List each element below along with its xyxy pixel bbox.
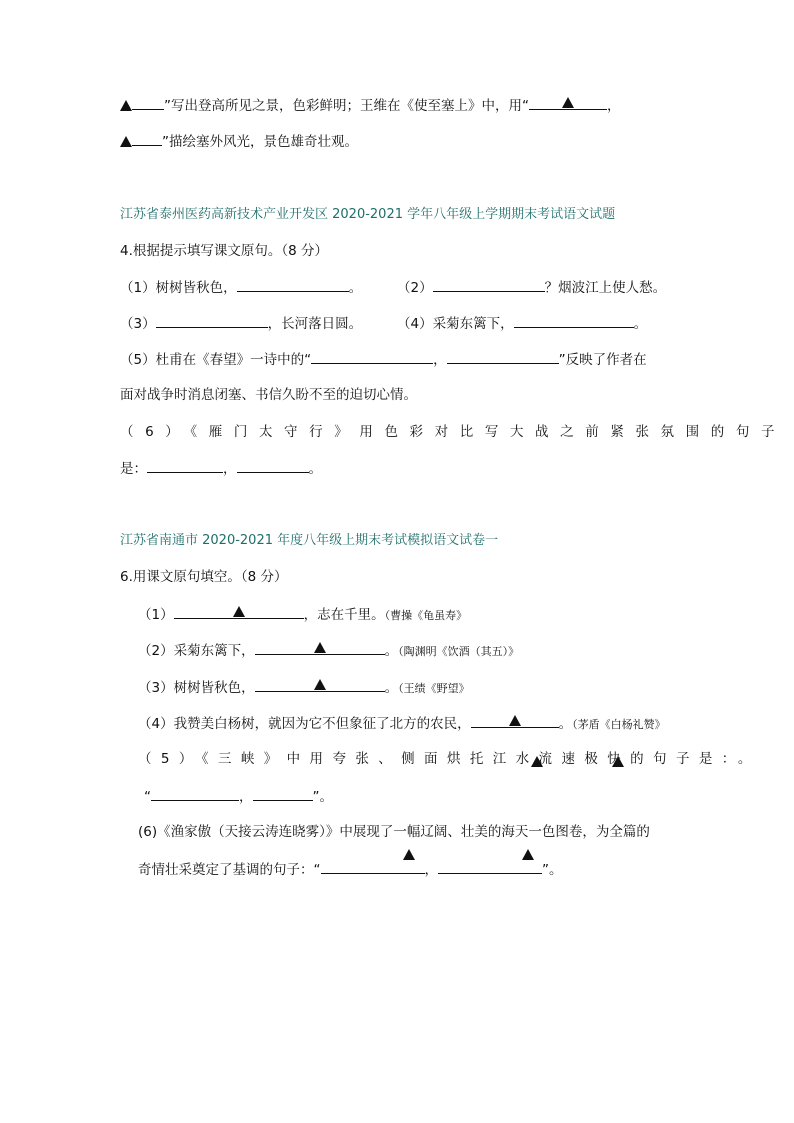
- s1-row-1-right: [397, 277, 666, 298]
- answer-blank[interactable]: [132, 95, 164, 110]
- s2-item-6b: [138, 859, 563, 880]
- s2-q1-a: （1）: [138, 607, 174, 623]
- section1-question: 4.根据提示填写课文原句。（8 分）: [120, 243, 329, 259]
- blank-marker-icon: [120, 136, 132, 147]
- section2-question: 6.用课文原句填空。（8 分）: [120, 569, 288, 585]
- answer-blank[interactable]: [514, 313, 634, 328]
- blank-marker-icon: [120, 100, 132, 111]
- s2-q3-source: （王绩《野望》: [398, 682, 470, 695]
- answer-blank[interactable]: [471, 713, 559, 728]
- top-line-2: [120, 131, 358, 152]
- answer-blank[interactable]: [321, 859, 425, 874]
- answer-blank[interactable]: [151, 786, 239, 801]
- answer-blank[interactable]: [147, 458, 223, 473]
- s1-row-6: [120, 458, 322, 479]
- s1-r1-d: ？烟波江上使人愁。: [544, 280, 667, 296]
- answer-blank[interactable]: [132, 131, 162, 146]
- s2-item-3: [138, 677, 470, 699]
- blank-marker-icon: [314, 679, 326, 690]
- s2-q6b-c: ”。: [542, 862, 563, 878]
- blank-marker-icon: [531, 756, 543, 767]
- blank-marker-icon: [233, 606, 245, 617]
- section1-source: 江苏省泰州医药高新技术产业开发区 2020-2021 学年八年级上学期期末考试语文试题: [120, 207, 616, 222]
- s2-q5b-c: ”。: [312, 789, 333, 805]
- s2-item-5b: [144, 786, 333, 807]
- s2-item-5: （5）《三峡》中用夸张、侧面烘托江水流速极快的句子是：。: [138, 751, 761, 767]
- answer-blank[interactable]: [255, 640, 385, 655]
- answer-blank[interactable]: [237, 277, 349, 292]
- s2-q6b-a: 奇情壮采奠定了基调的句子：“: [138, 862, 321, 878]
- s2-q2-b: 。: [384, 643, 399, 659]
- s1-r1-b: 。: [348, 280, 363, 296]
- top-text-2: ”描绘塞外风光，景色雄奇壮观。: [162, 134, 358, 150]
- s1-r6-a: 是：: [120, 461, 147, 477]
- answer-blank[interactable]: [433, 277, 545, 292]
- s1-r3-b: ，: [433, 352, 447, 368]
- s2-q1-source: （曹操《龟虽寿》: [384, 609, 468, 622]
- s1-row-4: 面对战争时消息闭塞、书信久盼不至的迫切心情。: [120, 387, 417, 403]
- blank-marker-icon: [562, 97, 574, 108]
- s2-q3-b: 。: [384, 680, 399, 696]
- section2-source: 江苏省南通市 2020-2021 年度八年级上期末考试模拟语文试卷一: [120, 533, 499, 548]
- s2-item-4: [138, 713, 666, 735]
- s2-item-1: [138, 604, 467, 626]
- s1-row-1: [120, 277, 362, 298]
- answer-blank[interactable]: [156, 313, 268, 328]
- s1-r2-d: 。: [633, 316, 648, 332]
- s1-r1-a: （1）树树皆秋色，: [120, 280, 237, 296]
- blank-marker-icon: [509, 715, 521, 726]
- s2-item-2: [138, 640, 519, 662]
- s2-q5b-a: “: [144, 789, 151, 805]
- s1-row-3: [120, 349, 647, 370]
- answer-blank[interactable]: [253, 786, 313, 801]
- blank-marker-icon: [403, 849, 415, 860]
- s1-r6-c: 。: [308, 461, 322, 477]
- s2-q2-source: （陶渊明《饮酒（其五）》: [398, 645, 520, 658]
- s1-r2-c: （4）采菊东篱下，: [397, 316, 514, 332]
- answer-blank[interactable]: [255, 677, 385, 692]
- s1-row-5: （6）《雁门太守行》用色彩对比写大战之前紧张氛围的句子: [120, 424, 787, 440]
- blank-marker-icon: [314, 642, 326, 653]
- answer-blank[interactable]: [447, 349, 559, 364]
- s1-r1-c: （2）: [397, 280, 433, 296]
- s2-q4-a: （4）我赞美白杨树，就因为它不但象征了北方的农民，: [138, 716, 471, 732]
- s2-q6b-b: ，: [424, 862, 438, 878]
- top-line-1: [120, 95, 621, 116]
- s1-r6-b: ，: [223, 461, 237, 477]
- s2-q4-source: （茅盾《白杨礼赞》: [572, 718, 666, 731]
- answer-blank[interactable]: [529, 95, 607, 110]
- s2-q2-a: （2）采菊东篱下，: [138, 643, 255, 659]
- top-text-1b: ，: [607, 98, 621, 114]
- s2-q3-a: （3）树树皆秋色，: [138, 680, 255, 696]
- answer-blank[interactable]: [237, 458, 309, 473]
- answer-blank[interactable]: [311, 349, 433, 364]
- s2-item-6: (6)《渔家傲（天接云涛连晓雾）》中展现了一幅辽阔、壮美的海天一色图卷，为全篇的: [138, 824, 650, 840]
- s2-q1-b: ，志在千里。: [303, 607, 385, 623]
- s1-r3-c: ”反映了作者在: [558, 352, 647, 368]
- s2-q4-b: 。: [558, 716, 573, 732]
- answer-blank[interactable]: [438, 859, 542, 874]
- s1-row-2: [120, 313, 362, 334]
- s1-r2-b: ，长河落日圆。: [267, 316, 363, 332]
- s1-row-2-right: [397, 313, 647, 334]
- s1-r3-a: （5）杜甫在《春望》一诗中的“: [120, 352, 312, 368]
- blank-marker-icon: [612, 756, 624, 767]
- top-text-1a: ”写出登高所见之景，色彩鲜明；王维在《使至塞上》中，用“: [164, 98, 529, 114]
- blank-marker-icon: [522, 849, 534, 860]
- s1-r2-a: （3）: [120, 316, 156, 332]
- answer-blank[interactable]: [174, 604, 304, 619]
- s2-q5b-b: ，: [239, 789, 253, 805]
